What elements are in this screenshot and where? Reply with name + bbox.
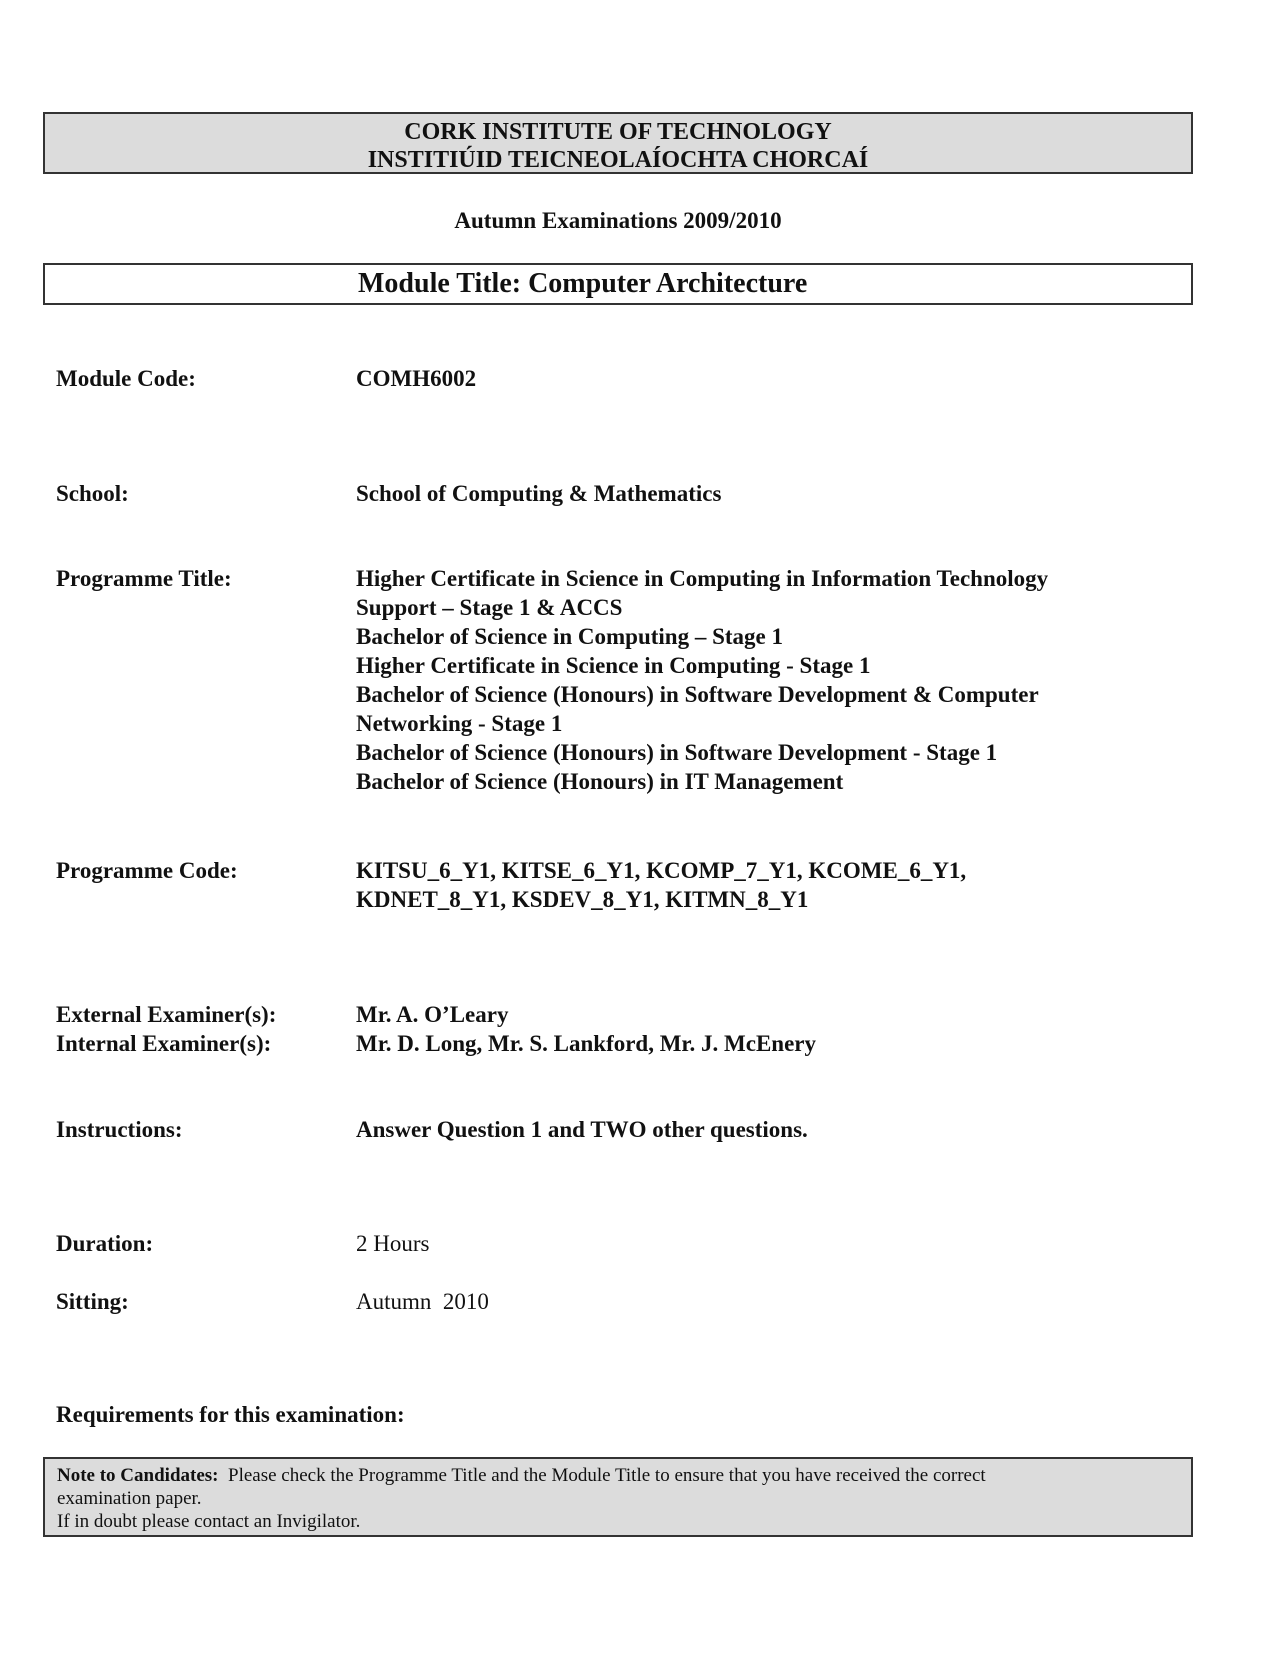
requirements-heading: Requirements for this examination:: [56, 1402, 405, 1427]
programme-title-list: [356, 564, 1048, 796]
sitting-label: Sitting:: [56, 1289, 129, 1314]
note-lead: Note to Candidates:: [57, 1465, 219, 1486]
programme-title-line: Higher Certificate in Science in Computing in Information Technology: [356, 566, 1049, 591]
instructions-label: Instructions:: [56, 1117, 183, 1142]
note-to-candidates-box: [43, 1457, 1193, 1537]
school-label: School:: [56, 481, 129, 506]
programme-title-line: Support – Stage 1 & ACCS: [356, 595, 623, 620]
sitting-value: Autumn 2010: [356, 1289, 489, 1314]
duration-label: Duration:: [56, 1231, 154, 1256]
note-text-line2: examination paper.: [57, 1488, 202, 1509]
programme-title-line: Bachelor of Science (Honours) in Software Development & Computer: [356, 682, 1039, 707]
institute-name-irish: INSTITIÚID TEICNEOLAÍOCHTA CHORCAÍ: [367, 147, 869, 173]
school-value: School of Computing & Mathematics: [356, 481, 722, 506]
programme-title-line: Bachelor of Science (Honours) in IT Management: [356, 769, 844, 794]
exam-session: Autumn Examinations 2009/2010: [454, 208, 782, 233]
instructions-value: Answer Question 1 and TWO other questions.: [356, 1117, 808, 1142]
note-text: Please check the Programme Title and the Module Title to ensure that you have received the correct: [218, 1465, 986, 1486]
module-code-label: Module Code:: [56, 366, 196, 391]
programme-code-line: KDNET_8_Y1, KSDEV_8_Y1, KITMN_8_Y1: [356, 887, 809, 912]
internal-examiner-label: Internal Examiner(s):: [56, 1031, 272, 1056]
duration-value: 2 Hours: [356, 1231, 430, 1256]
programme-title-label: Programme Title:: [56, 566, 232, 591]
institute-name-english: CORK INSTITUTE OF TECHNOLOGY: [404, 119, 832, 145]
programme-code-label: Programme Code:: [56, 858, 238, 883]
programme-title-line: Bachelor of Science (Honours) in Software Development - Stage 1: [356, 740, 998, 765]
programme-title-line: Networking - Stage 1: [356, 711, 563, 736]
institute-header: [43, 112, 1193, 174]
module-title-box: [43, 263, 1193, 305]
programme-title-line: Bachelor of Science in Computing – Stage 1: [356, 624, 783, 649]
programme-code-list: [356, 856, 966, 914]
module-title: Module Title: Computer Architecture: [358, 268, 808, 299]
note-text-line3: If in doubt please contact an Invigilator.: [57, 1511, 361, 1532]
programme-title-line: Higher Certificate in Science in Computing - Stage 1: [356, 653, 871, 678]
external-examiner-label: External Examiner(s):: [56, 1002, 277, 1027]
internal-examiner-value: Mr. D. Long, Mr. S. Lankford, Mr. J. McEnery: [356, 1031, 816, 1056]
programme-code-line: KITSU_6_Y1, KITSE_6_Y1, KCOMP_7_Y1, KCOME_6_Y1,: [356, 858, 967, 883]
module-code-value: COMH6002: [356, 366, 477, 391]
external-examiner-value: Mr. A. O’Leary: [356, 1002, 509, 1027]
